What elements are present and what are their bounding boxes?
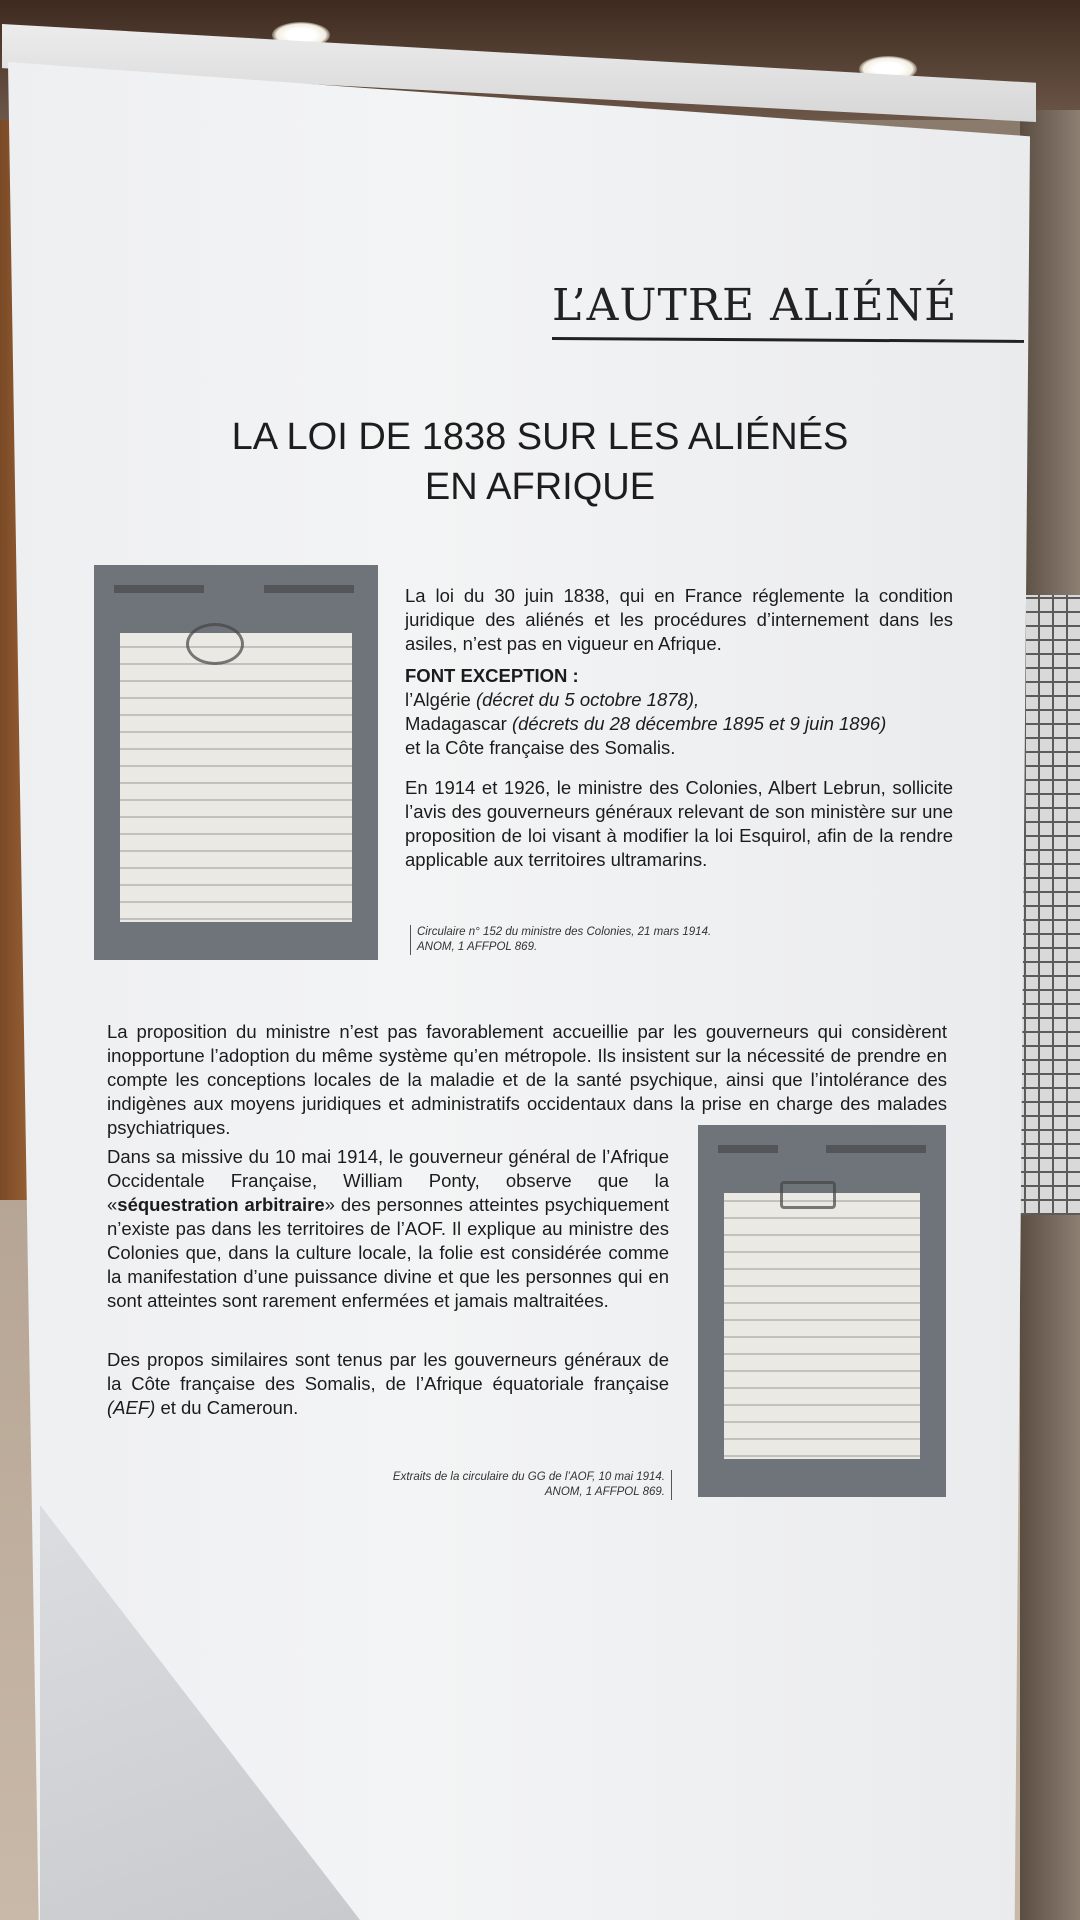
similar-text-1: Des propos similaires sont tenus par les gouverneurs généraux de la Côte française des Somalis, de l’Afrique équatoriale française: [107, 1349, 669, 1394]
main-title: [150, 412, 930, 512]
exception-madagascar-note: (décrets du 28 décembre 1895 et 9 juin 1896): [511, 713, 887, 734]
ponty-text-1: Dans sa missive du 10 mai 1914, le gouverneur général de l’Afrique Occidentale Française, William Ponty, observe que la «: [107, 1146, 669, 1215]
caption-circular-line1: Circulaire n° 152 du ministre des Colonies, 21 mars 1914.: [417, 926, 712, 938]
paragraph-governors: La proposition du ministre n’est pas favorablement accueillie par les gouverneurs qui considèrent inopportune l’adoption du même système qu’en métropole. Ils insistent sur la nécessité de prendre en compte les conceptions locales de la maladie et de la santé psychique, ainsi que l’intolérance des indigènes aux moyens juridiques et administratifs occidentaux dans la prise en charge des malades psychiatriques.: [107, 1021, 947, 1138]
exception-algeria-note: (décret du 5 octobre 1878),: [475, 689, 700, 710]
caption-circular: [410, 925, 711, 955]
document-heading: [718, 1145, 778, 1153]
similar-text-2: et du Cameroun.: [160, 1397, 299, 1418]
document-image-circular: [94, 565, 378, 960]
exception-algeria: l’Algérie: [405, 689, 471, 710]
caption-letter-line2: ANOM, 1 AFFPOL 869.: [544, 1486, 665, 1498]
document-image-letter: [698, 1125, 946, 1497]
exception-madagascar: Madagascar: [405, 713, 507, 734]
document-heading: [114, 585, 204, 593]
main-title-line2: EN AFRIQUE: [424, 466, 656, 508]
section-title: L’AUTRE ALIÉNÉ: [552, 280, 958, 331]
ponty-bold: séquestration arbitraire: [117, 1194, 325, 1215]
exception-somalis: et la Côte française des Somalis.: [405, 737, 676, 758]
caption-letter-line1: Extraits de la circulaire du GG de l’AOF, 10 mai 1914.: [392, 1471, 665, 1483]
document-heading: [264, 585, 354, 593]
main-title-line1: LA LOI DE 1838 SUR LES ALIÉNÉS: [231, 416, 849, 458]
paragraph-1914: En 1914 et 1926, le ministre des Colonies, Albert Lebrun, sollicite l’avis des gouverneurs généraux relevant de son ministère sur une proposition de loi visant à modifier la loi Esquirol, afin de la rendre applicable aux territoires ultramarins.: [405, 777, 953, 870]
paragraph-similar: [107, 1348, 669, 1420]
caption-circular-line2: ANOM, 1 AFFPOL 869.: [417, 941, 538, 953]
caption-letter: [350, 1470, 672, 1500]
document-heading: [826, 1145, 926, 1153]
exceptions-block: [405, 664, 953, 760]
paragraph-ponty: [107, 1145, 669, 1313]
document-stamp: [186, 623, 244, 665]
intro-paragraph: La loi du 30 juin 1838, qui en France réglemente la condition juridique des aliénés et les procédures d’internement dans les asiles, n’est pas en vigueur en Afrique.: [405, 585, 953, 654]
ponty-text-2: » des personnes atteintes psychiquement n’existe pas dans les territoires de l’AOF. Il explique au ministre des Colonies que, dans la culture locale, la folie est considérée comme la manifestation d’une puissance divine et que les personnes qui en sont atteintes sont rarement enfermées et jamais maltraitées.: [107, 1194, 669, 1311]
exceptions-heading: FONT EXCEPTION :: [405, 665, 579, 686]
similar-aef: (AEF): [107, 1397, 156, 1418]
document-stamp: [780, 1181, 836, 1209]
